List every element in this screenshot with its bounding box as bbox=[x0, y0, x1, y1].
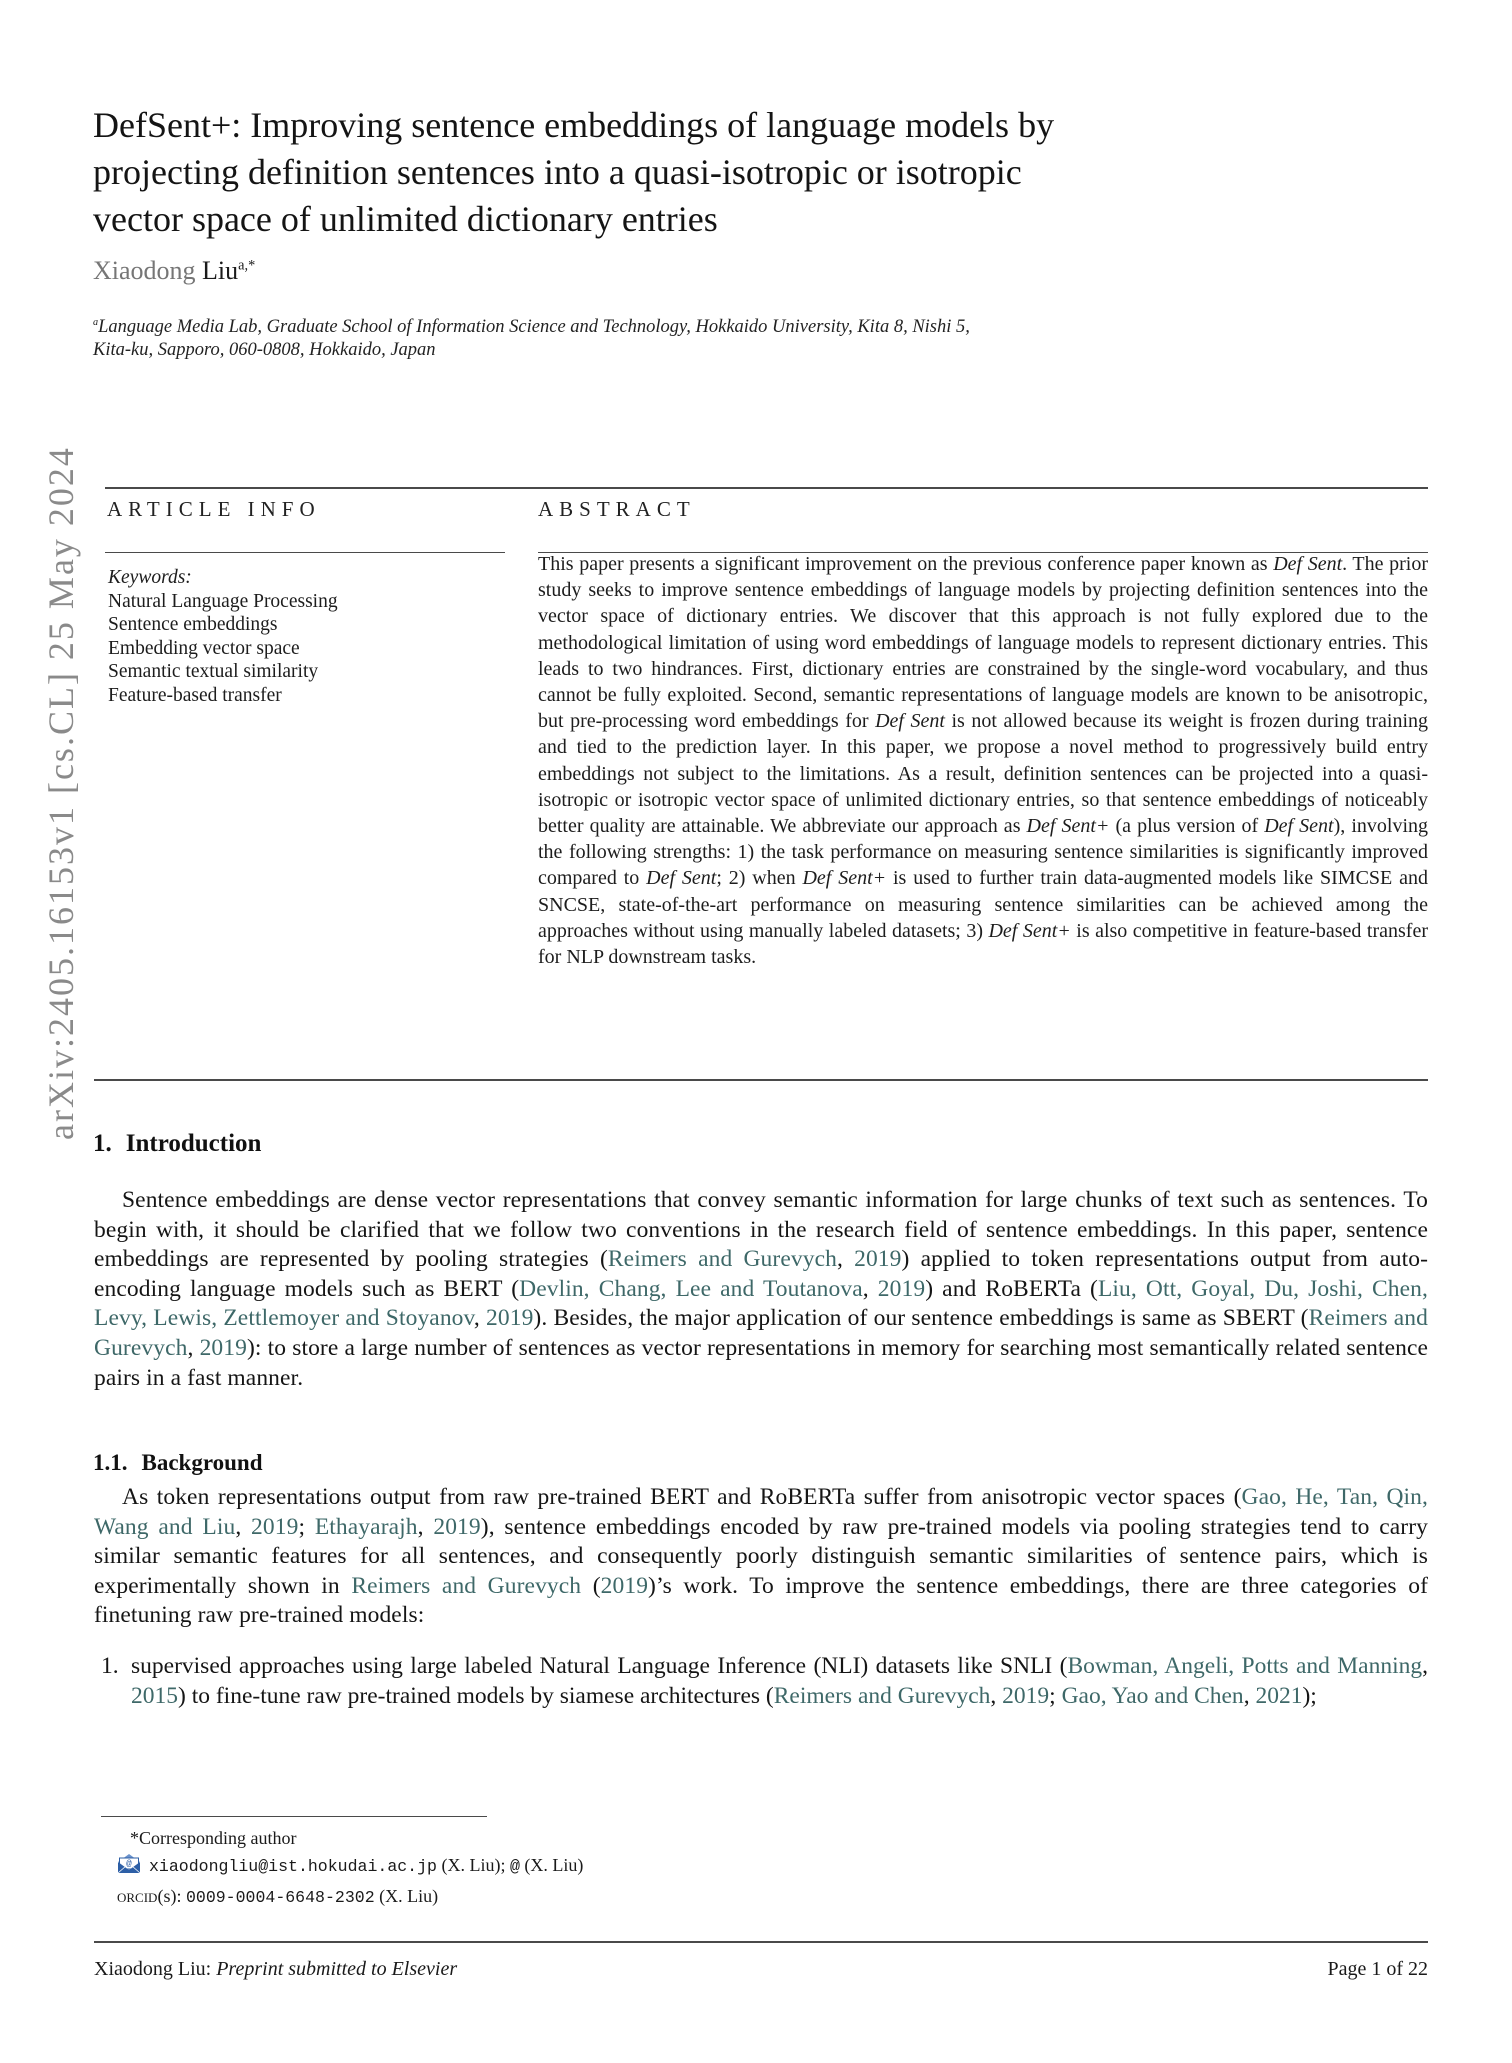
citation-link[interactable]: Reimers and Gurevych bbox=[94, 1305, 1429, 1361]
subsection-title: Background bbox=[141, 1450, 263, 1475]
text-run: ); bbox=[1302, 1682, 1317, 1709]
text-run: As token representations output from raw pre-trained BERT and RoBERTa suffer from anisotropic vector spaces ( bbox=[122, 1484, 1242, 1510]
list-item-text bbox=[131, 1653, 1428, 1709]
text-run: is used to further train data-augmented models like SIMCSE and SNCSE, state-of-the-art performance on measuring sentence similarities can be achieved among the approaches without using manually labeled datasets; 3) bbox=[538, 867, 1429, 942]
keyword-item: Feature-based transfer bbox=[108, 684, 282, 706]
text-run: ) to fine-tune raw pre-trained models by siamese architectures ( bbox=[178, 1682, 774, 1709]
arxiv-watermark: arXiv:2405.16153v1 [cs.CL] 25 May 2024 bbox=[41, 446, 81, 1140]
keywords-block bbox=[108, 566, 338, 707]
text-run: Def Sent+ bbox=[988, 919, 1071, 942]
title-line-2: projecting definition sentences into a quasi-isotropic or isotropic bbox=[93, 152, 1022, 192]
text-run: is also competitive in feature-based transfer for NLP downstream tasks. bbox=[538, 919, 1428, 969]
text-run: ; bbox=[1049, 1682, 1062, 1709]
text-run: (a plus version of bbox=[1109, 815, 1265, 838]
footer-page-number: Page 1 of 22 bbox=[1327, 1958, 1428, 1980]
author-last-name: Liu bbox=[202, 256, 239, 285]
text-run: , bbox=[836, 1246, 855, 1273]
keyword-item: Embedding vector space bbox=[108, 637, 300, 659]
citation-link[interactable]: 2019 bbox=[1002, 1682, 1050, 1709]
citation-link[interactable]: Devlin, Chang, Lee and Toutanova bbox=[519, 1275, 863, 1302]
citation-link[interactable]: 2015 bbox=[131, 1682, 178, 1709]
text-run: ), involving the following strengths: 1) the task performance on measuring sentence similarities is significantly improved compared to bbox=[538, 815, 1429, 890]
text-run: Sentence embeddings are dense vector representations that convey semantic information for large chunks of text such as sentences. To begin with, it should be clarified that we follow two conventions in the research field of sentence embeddings. In this paper, sentence embeddings are represented by pooling strategies ( bbox=[94, 1187, 1428, 1273]
citation-link[interactable]: Ethayarajh bbox=[314, 1513, 418, 1540]
section-heading-introduction bbox=[93, 1130, 261, 1158]
svg-text:@: @ bbox=[126, 1859, 132, 1869]
footer-author: Xiaodong Liu: bbox=[94, 1958, 217, 1980]
text-run: (X. Liu) bbox=[374, 1886, 439, 1906]
text-run: , bbox=[1243, 1682, 1256, 1709]
author-affiliation bbox=[93, 316, 1433, 362]
text-run: Def Sent bbox=[646, 867, 717, 890]
email-icon bbox=[117, 1854, 141, 1879]
text-run: (s): bbox=[157, 1886, 186, 1906]
section-number: 1. bbox=[93, 1130, 112, 1157]
email-text bbox=[149, 1855, 583, 1875]
text-run: ; 2) when bbox=[716, 867, 803, 890]
footer-preprint-note: Preprint submitted to Elsevier bbox=[216, 1958, 458, 1980]
text-run: , bbox=[235, 1513, 252, 1540]
affiliation-superscript: a bbox=[93, 316, 99, 328]
text-run: , bbox=[187, 1334, 200, 1361]
citation-link[interactable]: 2019 bbox=[854, 1246, 902, 1273]
text-run: is not allowed because its weight is frozen during training and tied to the prediction layer. In this paper, we propose a novel method to progressively build entry embeddings not subject to the limitations. As a result, definition sentences can be projected into a quasi-isotropic or isotropic vector space of unlimited dictionary entries, so that sentence embeddings of noticeably better quality are attainable. We abbreviate our approach as bbox=[538, 710, 1429, 838]
list-item-number: 1. bbox=[101, 1653, 119, 1679]
citation-link[interactable]: 2021 bbox=[1255, 1682, 1303, 1709]
text-run: Def Sent bbox=[875, 710, 945, 733]
article-info-header: ARTICLE INFO bbox=[107, 497, 321, 521]
text-run: , bbox=[1422, 1653, 1428, 1679]
orcid-line bbox=[117, 1886, 438, 1907]
text-run: ) and RoBERTa ( bbox=[925, 1275, 1098, 1302]
citation-link[interactable]: Reimers and Gurevych bbox=[607, 1246, 837, 1273]
footer-rule bbox=[94, 1941, 1428, 1943]
text-run: . The prior study seeks to improve sentence embeddings of language models by projecting definition sentences into the vector space of dictionary entries. We discover that this approach is not fully explored due to the methodological limitation of using word embeddings of language models to represent dictionary entries. This leads to two hindrances. First, dictionary entries are constrained by the single-word vocabulary, and thus cannot be fully exploited. Second, semantic representations of language models are known to be anisotropic, but pre-processing word embeddings for bbox=[538, 553, 1429, 733]
citation-link[interactable]: 2019 bbox=[486, 1305, 534, 1332]
text-run: (X. Liu) bbox=[519, 1855, 584, 1875]
paper-title bbox=[93, 102, 1353, 243]
author-line bbox=[93, 256, 255, 286]
email-line bbox=[117, 1854, 583, 1879]
text-run: Def Sent+ bbox=[1026, 815, 1110, 838]
citation-link[interactable]: Gao, Yao and Chen bbox=[1061, 1682, 1244, 1709]
citation-link[interactable]: 2019 bbox=[877, 1275, 926, 1302]
text-run: ) applied to token representations output from auto-encoding language models such as BERT ( bbox=[94, 1246, 1428, 1302]
citation-link[interactable]: 2019 bbox=[433, 1513, 481, 1540]
affiliation-line-1: Language Media Lab, Graduate School of Information Science and Technology, Hokkaido University, Kita 8, Nishi 5, bbox=[98, 317, 970, 337]
citation-link[interactable]: Reimers and Gurevych bbox=[351, 1572, 582, 1599]
text-run: supervised approaches using large labeled Natural Language Inference (NLI) datasets like SNLI ( bbox=[131, 1653, 1068, 1679]
keyword-item: Sentence embeddings bbox=[108, 614, 278, 635]
text-run: Def Sent bbox=[1273, 553, 1343, 575]
text-run: ). Besides, the major application of our sentence embeddings is same as SBERT ( bbox=[533, 1305, 1309, 1332]
citation-link[interactable]: Liu, Ott, Goyal, Du, Joshi, Chen, Levy, Lewis, Zettlemoyer and Stoyanov bbox=[94, 1275, 1428, 1332]
footer-left bbox=[94, 1958, 457, 1981]
keyword-item: Semantic textual similarity bbox=[108, 661, 319, 682]
footnote-separator bbox=[101, 1816, 487, 1817]
text-run: , bbox=[417, 1513, 434, 1540]
text-run: )’s work. To improve the sentence embeddings, there are three categories of finetuning raw pre-trained models: bbox=[94, 1572, 1429, 1629]
text-run[interactable]: @ bbox=[509, 1857, 520, 1876]
text-run: ( bbox=[581, 1572, 601, 1599]
text-run: ), sentence embeddings encoded by raw pre-trained models via pooling strategies tend to carry similar semantic features for all sentences, and consequently poorly distinguish semantic similarities of sentence pairs, which is experimentally shown in bbox=[94, 1513, 1428, 1599]
keywords-label: Keywords: bbox=[108, 567, 192, 588]
text-run: This paper presents a significant improvement on the previous conference paper known as bbox=[538, 553, 1274, 575]
abstract-header: ABSTRACT bbox=[538, 497, 696, 521]
citation-link[interactable]: 2019 bbox=[600, 1572, 649, 1599]
author-superscript: a,* bbox=[238, 257, 256, 274]
section-title: Introduction bbox=[125, 1130, 262, 1157]
citation-link[interactable]: Gao, He, Tan, Qin, Wang and Liu bbox=[94, 1484, 1428, 1540]
divider-top-rule bbox=[105, 487, 1428, 489]
keyword-item: Natural Language Processing bbox=[108, 590, 338, 612]
text-run[interactable]: 0009-0004-6648-2302 bbox=[185, 1888, 375, 1907]
subsection-heading-background bbox=[93, 1450, 263, 1476]
text-run: , bbox=[990, 1682, 1003, 1709]
numbered-list-item bbox=[101, 1652, 1428, 1711]
text-run: ; bbox=[298, 1513, 315, 1540]
corresponding-author-note: *Corresponding author bbox=[130, 1828, 297, 1848]
affiliation-line-2: Kita-ku, Sapporo, 060-0808, Hokkaido, Japan bbox=[93, 340, 436, 360]
citation-link[interactable]: Reimers and Gurevych bbox=[773, 1682, 991, 1709]
citation-link[interactable]: 2019 bbox=[199, 1334, 247, 1361]
subsection-number: 1.1. bbox=[93, 1450, 128, 1475]
text-run: orcid bbox=[117, 1886, 158, 1906]
text-run[interactable]: xiaodongliu@ist.hokudai.ac.jp bbox=[149, 1857, 437, 1876]
intro-paragraph bbox=[94, 1186, 1428, 1393]
text-run: ): to store a large number of sentences as vector representations in memory for searching most semantically related sentence pairs in a fast manner. bbox=[94, 1334, 1429, 1391]
text-run: (X. Liu); bbox=[436, 1855, 510, 1875]
text-run: , bbox=[473, 1305, 487, 1332]
divider-article-info-rule bbox=[105, 552, 505, 553]
author-first-name: Xiaodong bbox=[93, 256, 196, 285]
text-run: Def Sent bbox=[1264, 815, 1334, 838]
citation-link[interactable]: 2019 bbox=[251, 1513, 299, 1540]
citation-link[interactable]: Bowman, Angeli, Potts and Manning bbox=[1067, 1653, 1423, 1679]
background-paragraph bbox=[94, 1483, 1428, 1631]
divider-abstract-bottom-rule bbox=[94, 1079, 1428, 1081]
text-run: , bbox=[862, 1275, 878, 1302]
title-line-1: DefSent+: Improving sentence embeddings of language models by bbox=[93, 105, 1055, 145]
abstract-text bbox=[538, 551, 1428, 970]
title-line-3: vector space of unlimited dictionary entries bbox=[93, 199, 718, 239]
text-run: Def Sent+ bbox=[802, 867, 887, 890]
